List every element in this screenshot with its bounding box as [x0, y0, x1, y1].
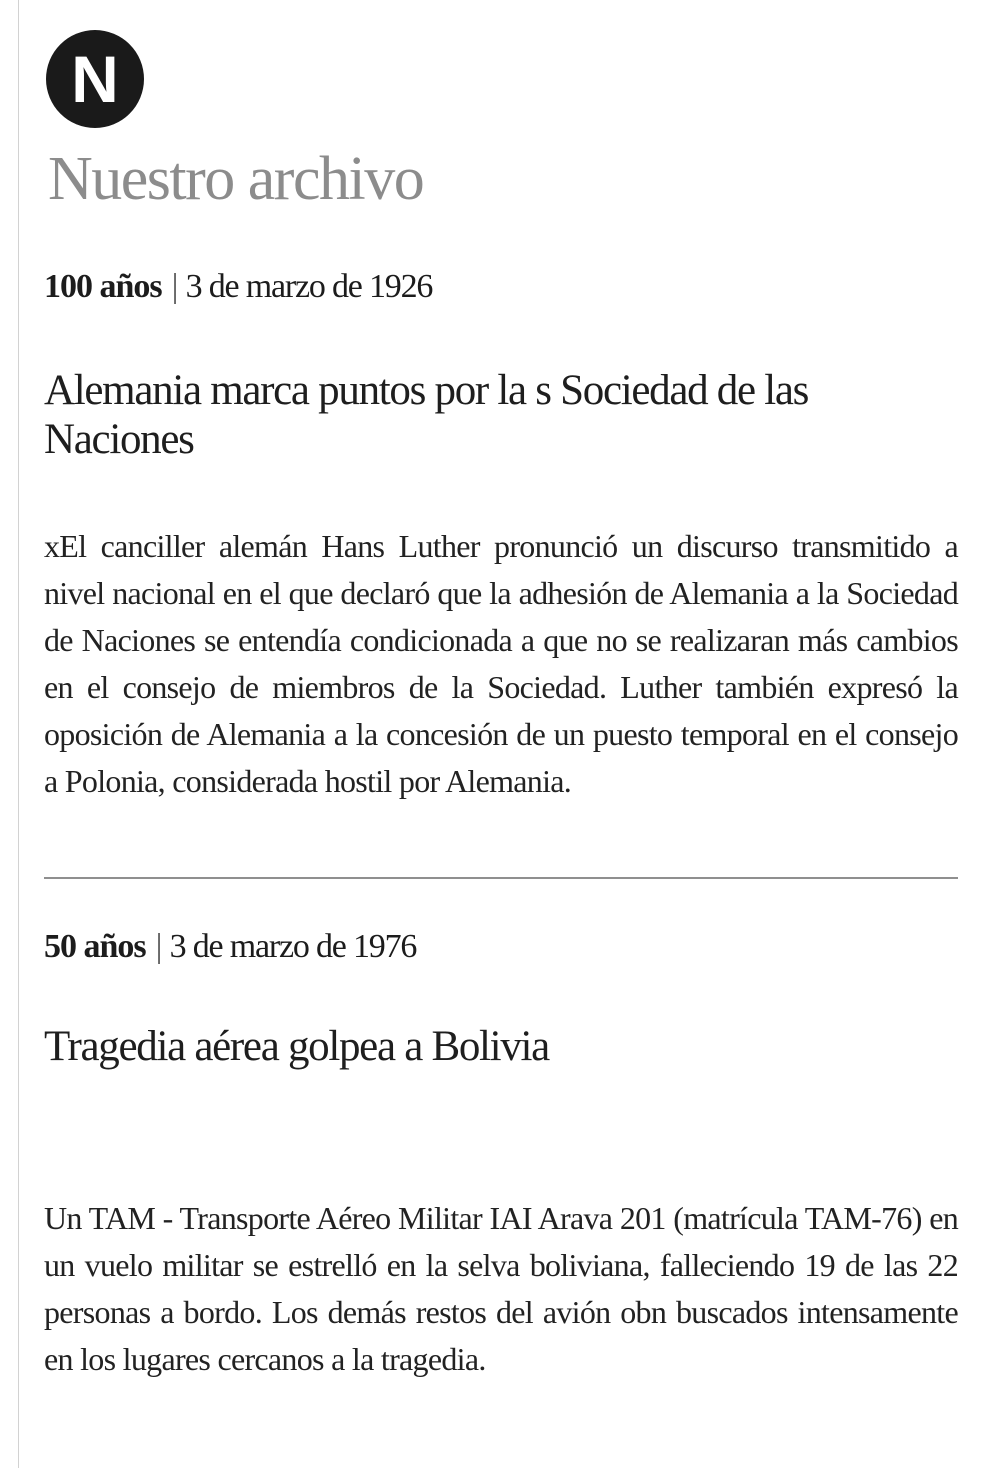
- meta-separator: |: [155, 928, 162, 965]
- meta-separator: |: [171, 268, 178, 305]
- logo-letter: N: [71, 42, 119, 116]
- entry-body: xEl canciller alemán Hans Luther pronunció un discurso transmitido a nivel nacional en el que declaró que la adhesión de Alemania a la Sociedad de Naciones se entendía condicionada a que no se realizaran más cambios en el consejo de miembros de la Sociedad. Luther también expresó la oposición de Alemania a la concesión de un puesto temporal en el consejo a Polonia, considerada hostil por Alemania.: [44, 528, 958, 799]
- entry-headline: Alemania marca puntos por la s Sociedad de las Naciones: [44, 367, 809, 463]
- entry-meta: [44, 930, 416, 964]
- entry-body: Un TAM - Transporte Aéreo Militar IAI Arava 201 (matrícula TAM-76) en un vuelo militar se estrelló en la selva boliviana, falleciendo 19 de las 22 personas a bordo. Los demás restos del avión obn buscados intensamente en los lugares cercanos a la tragedia.: [44, 1200, 958, 1377]
- newspaper-logo: [46, 30, 144, 128]
- section-title: Nuestro archivo: [48, 145, 424, 213]
- entry-meta: [44, 270, 432, 304]
- entry-years: 50 años: [44, 928, 146, 965]
- entry-date: 3 de marzo de 1926: [185, 268, 433, 305]
- entry-headline: Tragedia aérea golpea a Bolivia: [44, 1023, 549, 1070]
- entry-date: 3 de marzo de 1976: [169, 928, 417, 965]
- left-column-rule: [18, 0, 19, 1468]
- section-divider: [44, 877, 958, 879]
- entry-years: 100 años: [44, 268, 162, 305]
